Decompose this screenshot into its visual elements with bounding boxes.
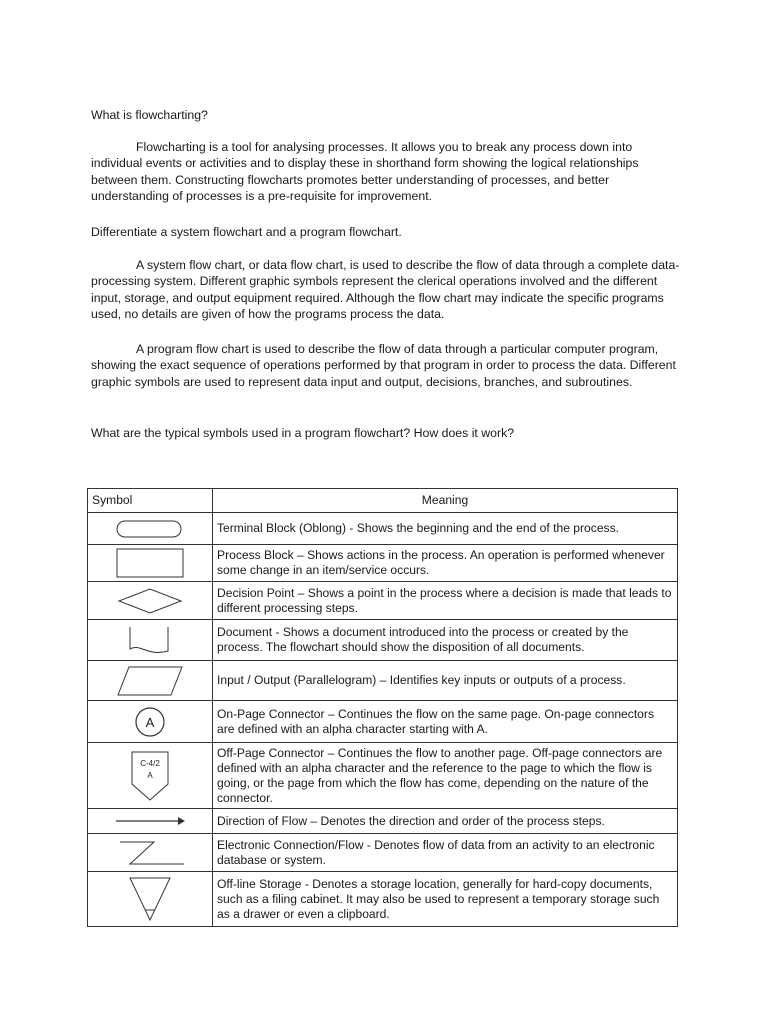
- electronic-flow-icon: [112, 838, 188, 868]
- symbol-cell: [88, 620, 213, 661]
- paragraph-flowcharting-definition: Flowcharting is a tool for analysing processes. It allows you to break any process down into individual events or activities and to display these in shorthand form showing the logical relationships between them. Constructing flowcharts promotes better understanding of processes, and better understanding of processes is a pre-requisite for improvement.: [91, 140, 639, 204]
- document-icon: [120, 623, 180, 657]
- table-row: [88, 872, 678, 927]
- symbol-cell: [88, 701, 213, 743]
- table-row: [88, 809, 678, 834]
- paragraph-program-flowchart: A program flow chart is used to describe the flow of data through a particular computer program, showing the exact sequence of operations performed by that program in order to process the data. Different graphic symbols are used to represent data input and output, decisions, branches, and subroutines.: [91, 342, 676, 389]
- on-page-connector-icon: [130, 704, 170, 740]
- arrow-right-icon: [112, 814, 188, 828]
- symbol-cell: [88, 872, 213, 927]
- meaning-cell: Process Block – Shows actions in the process. An operation is performed whenever some change in an item/service occurs.: [213, 545, 678, 582]
- symbol-cell: [88, 545, 213, 582]
- meaning-cell: Off-Page Connector – Continues the flow to another page. Off-page connectors are defined with an alpha character and the reference to the page to which the flow is going, or the page from which the flow has come, depending on the nature of the connector.: [213, 743, 678, 809]
- meaning-cell: Document - Shows a document introduced into the process or created by the process. The flowchart should show the disposition of all documents.: [213, 620, 678, 661]
- column-header-symbol: Symbol: [88, 489, 213, 513]
- meaning-cell: Off-line Storage - Denotes a storage location, generally for hard-copy documents, such as a filing cabinet. It may also be used to represent a temporary storage such as a drawer or even a clipboard.: [213, 872, 678, 927]
- column-header-meaning: Meaning: [213, 489, 678, 513]
- symbol-cell: [88, 513, 213, 545]
- connector-label: A: [145, 714, 155, 730]
- table-row: [88, 834, 678, 872]
- terminal-oblong-icon: [115, 518, 185, 540]
- symbol-cell: [88, 809, 213, 834]
- decision-diamond-icon: [115, 586, 185, 616]
- table-row: [88, 620, 678, 661]
- meaning-cell: Direction of Flow – Denotes the direction and order of the process steps.: [213, 809, 678, 834]
- table-row: [88, 661, 678, 701]
- meaning-cell: Terminal Block (Oblong) - Shows the beginning and the end of the process.: [213, 513, 678, 545]
- off-page-alpha-label: A: [147, 770, 153, 780]
- heading-typical-symbols: What are the typical symbols used in a program flowchart? How does it work?: [91, 426, 515, 440]
- parallelogram-icon: [115, 664, 185, 698]
- table-row: [88, 545, 678, 582]
- symbol-cell: [88, 661, 213, 701]
- meaning-cell: Electronic Connection/Flow - Denotes flow of data from an activity to an electronic database or system.: [213, 834, 678, 872]
- off-page-ref-label: C-4/2: [140, 758, 160, 768]
- paragraph-system-flowchart: A system flow chart, or data flow chart, is used to describe the flow of data through a complete data-processing system. Different graphic symbols represent the clerical operations involved and the different input, storage, and output equipment required. Although the flow chart may indicate the specific programs used, no details are given of how the programs process the data.: [91, 258, 680, 322]
- process-rectangle-icon: [115, 547, 185, 579]
- table-header-row: [88, 489, 678, 513]
- off-page-connector-icon: [128, 748, 172, 804]
- meaning-cell: On-Page Connector – Continues the flow on the same page. On-page connectors are defined with an alpha character starting with A.: [213, 701, 678, 743]
- symbol-cell: [88, 582, 213, 620]
- symbols-table: [87, 488, 678, 927]
- symbol-cell: [88, 834, 213, 872]
- table-row: [88, 513, 678, 545]
- table-row: [88, 582, 678, 620]
- symbol-cell: [88, 743, 213, 809]
- meaning-cell: Input / Output (Parallelogram) – Identifies key inputs or outputs of a process.: [213, 661, 678, 701]
- heading-differentiate: Differentiate a system flowchart and a program flowchart.: [91, 225, 402, 239]
- heading-what-is-flowcharting: What is flowcharting?: [91, 108, 208, 122]
- offline-storage-icon: [120, 874, 180, 924]
- meaning-cell: Decision Point – Shows a point in the process where a decision is made that leads to different processing steps.: [213, 582, 678, 620]
- table-row: [88, 743, 678, 809]
- table-row: [88, 701, 678, 743]
